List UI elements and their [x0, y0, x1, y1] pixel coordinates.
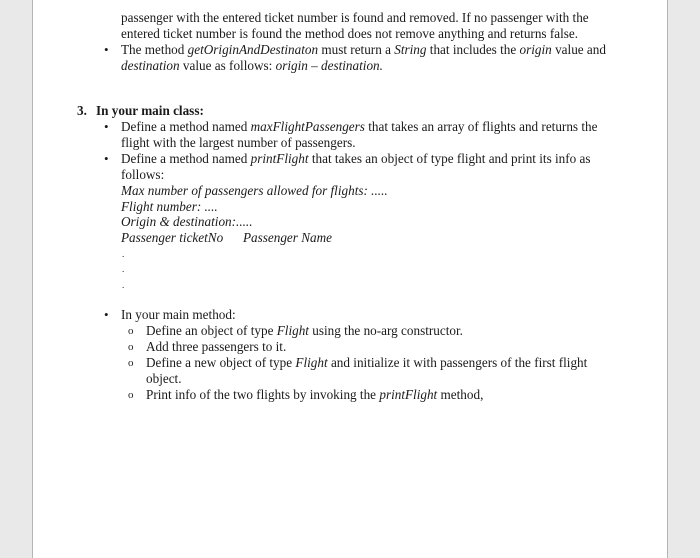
section-heading: In your main class:: [96, 103, 204, 118]
ellipsis-dot: .: [122, 264, 125, 274]
sub-list-item: Add three passengers to it.: [146, 339, 287, 354]
format-line: Flight number: ....: [121, 199, 218, 214]
bullet-icon: •: [104, 307, 109, 322]
sub-bullet-icon: o: [128, 389, 134, 401]
sub-list-item: Print info of the two flights by invoking the printFlight method,: [146, 387, 484, 402]
section-number: 3.: [77, 103, 87, 118]
text-line: passenger with the entered ticket number is found and removed. If no passenger with the: [121, 10, 589, 25]
text-line: object.: [146, 371, 182, 386]
text-line: follows:: [121, 167, 165, 182]
bullet-icon: •: [104, 119, 109, 134]
sub-bullet-icon: o: [128, 357, 134, 369]
format-line: Origin & destination:.....: [121, 214, 253, 229]
bullet-icon: •: [104, 42, 109, 57]
sub-bullet-icon: o: [128, 325, 134, 337]
ellipsis-dot: .: [122, 280, 125, 290]
list-item: Define a method named printFlight that takes an object of type flight and print its info as: [121, 151, 591, 166]
bullet-icon: •: [104, 151, 109, 166]
list-item: The method getOriginAndDestinaton must return a String that includes the origin value and: [121, 42, 606, 57]
sub-list-item: Define an object of type Flight using the no-arg constructor.: [146, 323, 463, 338]
document-page: [32, 0, 668, 558]
list-item: Define a method named maxFlightPassengers that takes an array of flights and returns the: [121, 119, 598, 134]
sub-list-item: Define a new object of type Flight and initialize it with passengers of the first flight: [146, 355, 588, 370]
text-line: entered ticket number is found the method does not remove anything and returns false.: [121, 26, 579, 41]
sub-bullet-icon: o: [128, 341, 134, 353]
format-line: Passenger ticketNo Passenger Name: [121, 230, 332, 245]
list-item: In your main method:: [121, 307, 236, 322]
ellipsis-dot: .: [122, 249, 125, 259]
text-line: flight with the largest number of passengers.: [121, 135, 356, 150]
text-line: destination value as follows: origin – destination.: [121, 58, 383, 73]
format-line: Max number of passengers allowed for flights: .....: [121, 183, 388, 198]
